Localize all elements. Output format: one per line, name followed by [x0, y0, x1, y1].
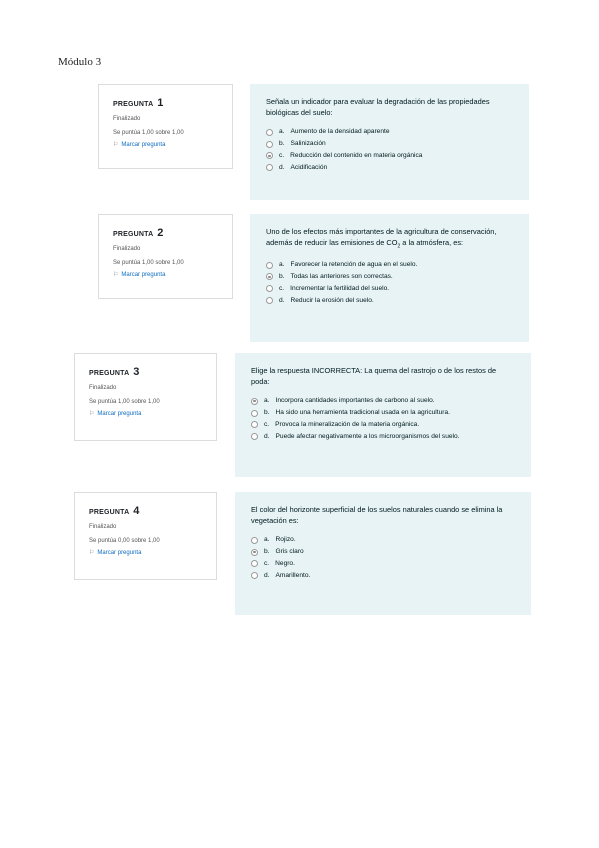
answer-text: Aumento de la densidad aparente: [290, 128, 390, 136]
answer-text: Amarillento.: [275, 571, 311, 579]
question-heading: [113, 97, 218, 109]
question-text: Elige la respuesta INCORRECTA: La quema del rastrojo o de los restos de poda:: [251, 366, 497, 387]
question-number: 4: [133, 505, 140, 517]
radio-button[interactable]: [251, 537, 258, 544]
flag-question-label: Marcar pregunta: [97, 410, 142, 417]
question-content-4: [235, 492, 531, 615]
question-heading: [89, 505, 202, 517]
answer-letter: a.: [279, 128, 285, 136]
answer-letter: c.: [264, 421, 270, 429]
question-text-subscript: 2: [397, 243, 401, 250]
question-text-end: a la atmósfera, es:: [400, 238, 464, 248]
answer-letter: d.: [279, 296, 285, 304]
answer-letter: c.: [279, 152, 285, 160]
flag-question-link[interactable]: [113, 271, 218, 278]
radio-button-checked[interactable]: [266, 152, 273, 159]
question-grade: Se puntúa 1,00 sobre 1,00: [113, 260, 184, 266]
flag-outline-icon: ⚐: [89, 411, 95, 417]
flag-outline-icon: ⚐: [113, 142, 119, 148]
answer-letter: a.: [279, 261, 285, 269]
flag-outline-icon: ⚐: [113, 272, 119, 278]
module-title: Módulo 3: [58, 56, 102, 68]
question-state: Finalizado: [113, 116, 141, 122]
answer-option[interactable]: [251, 548, 515, 556]
question-grade: Se puntúa 0,00 sobre 1,00: [89, 538, 160, 544]
flag-question-label: Marcar pregunta: [121, 141, 166, 148]
answer-letter: d.: [264, 432, 270, 440]
radio-button[interactable]: [251, 560, 258, 567]
answer-text: Reducir la erosión del suelo.: [290, 296, 374, 304]
answer-letter: c.: [279, 284, 285, 292]
flag-outline-icon: ⚐: [89, 550, 95, 556]
answer-text: Salinización: [290, 140, 326, 148]
answer-option[interactable]: [251, 572, 515, 580]
answer-letter: d.: [264, 571, 270, 579]
answer-text: Favorecer la retención de agua en el suelo.: [290, 261, 418, 269]
answer-letter: b.: [279, 140, 285, 148]
question-state: Finalizado: [89, 524, 117, 530]
answer-option[interactable]: [266, 285, 513, 293]
answer-option[interactable]: [266, 128, 513, 136]
question-content-2: [250, 214, 529, 342]
question-grade: Se puntúa 1,00 sobre 1,00: [89, 399, 160, 405]
answer-text: Reducción del contenido en materia orgánica: [290, 152, 423, 160]
radio-button[interactable]: [266, 297, 273, 304]
radio-button[interactable]: [251, 572, 258, 579]
answer-text: Acidificación: [290, 163, 328, 171]
question-text: [266, 226, 513, 251]
answer-letter: b.: [264, 548, 270, 556]
answer-option[interactable]: [266, 140, 513, 148]
answer-option[interactable]: [266, 273, 513, 281]
question-info-1: [98, 84, 233, 169]
answer-text: Incrementar la fertilidad del suelo.: [290, 284, 390, 292]
answer-option[interactable]: [266, 261, 513, 269]
radio-button[interactable]: [266, 129, 273, 136]
radio-button[interactable]: [266, 141, 273, 148]
question-heading: [113, 227, 218, 239]
flag-question-label: Marcar pregunta: [97, 549, 142, 556]
radio-button-checked[interactable]: [251, 549, 258, 556]
flag-question-link[interactable]: [89, 410, 202, 417]
answer-option[interactable]: [251, 397, 515, 405]
radio-button-checked[interactable]: [251, 398, 258, 405]
answer-letter: d.: [279, 163, 285, 171]
question-label: PREGUNTA: [89, 370, 130, 377]
answer-text: Negro.: [275, 560, 295, 568]
answer-text: Gris claro: [275, 548, 304, 556]
answer-option[interactable]: [251, 421, 515, 429]
radio-button[interactable]: [266, 262, 273, 269]
answer-letter: c.: [264, 560, 270, 568]
radio-button[interactable]: [251, 410, 258, 417]
question-grade: Se puntúa 1,00 sobre 1,00: [113, 130, 184, 136]
question-text: Señala un indicador para evaluar la degradación de las propiedades biológicas del suelo:: [266, 97, 490, 118]
radio-button[interactable]: [251, 421, 258, 428]
answer-text: Incorpora cantidades importantes de carbono al suelo.: [275, 397, 435, 405]
radio-button[interactable]: [266, 285, 273, 292]
answer-letter: b.: [264, 409, 270, 417]
question-label: PREGUNTA: [113, 101, 154, 108]
question-label: PREGUNTA: [113, 231, 154, 238]
radio-button-checked[interactable]: [266, 273, 273, 280]
answer-text: Todas las anteriores son correctas.: [290, 272, 393, 280]
question-info-2: [98, 214, 233, 299]
question-content-1: [250, 84, 529, 200]
answer-text: Ha sido una herramienta tradicional usada en la agricultura.: [275, 409, 450, 417]
question-number: 2: [157, 227, 164, 239]
question-number: 1: [157, 97, 164, 109]
answer-letter: a.: [264, 397, 270, 405]
flag-question-label: Marcar pregunta: [121, 271, 166, 278]
radio-button[interactable]: [251, 433, 258, 440]
answer-option[interactable]: [266, 297, 513, 305]
answer-option[interactable]: [266, 164, 513, 172]
question-info-4: [74, 492, 217, 580]
flag-question-link[interactable]: [89, 549, 202, 556]
answer-option[interactable]: [251, 536, 515, 544]
answer-text: Puede afectar negativamente a los microorganismos del suelo.: [275, 432, 460, 440]
question-state: Finalizado: [89, 385, 117, 391]
answer-option[interactable]: [251, 560, 515, 568]
answer-option[interactable]: [251, 433, 515, 441]
question-text: El color del horizonte superficial de los suelos naturales cuando se elimina la vegetación es:: [251, 505, 503, 526]
answer-text: Rojizo.: [275, 536, 296, 544]
question-info-3: [74, 353, 217, 441]
question-text-main: Uno de los efectos más importantes de la agricultura de conservación, además de reducir las emisiones de CO: [266, 227, 497, 248]
answer-option[interactable]: [266, 152, 513, 160]
question-label: PREGUNTA: [89, 509, 130, 516]
flag-question-link[interactable]: [113, 141, 218, 148]
question-state: Finalizado: [113, 246, 141, 252]
answer-text: Provoca la mineralización de la materia orgánica.: [275, 421, 420, 429]
question-heading: [89, 366, 202, 378]
answer-option[interactable]: [251, 409, 515, 417]
question-content-3: [235, 353, 531, 477]
answer-letter: b.: [279, 272, 285, 280]
question-number: 3: [133, 366, 140, 378]
radio-button[interactable]: [266, 164, 273, 171]
answer-letter: a.: [264, 536, 270, 544]
